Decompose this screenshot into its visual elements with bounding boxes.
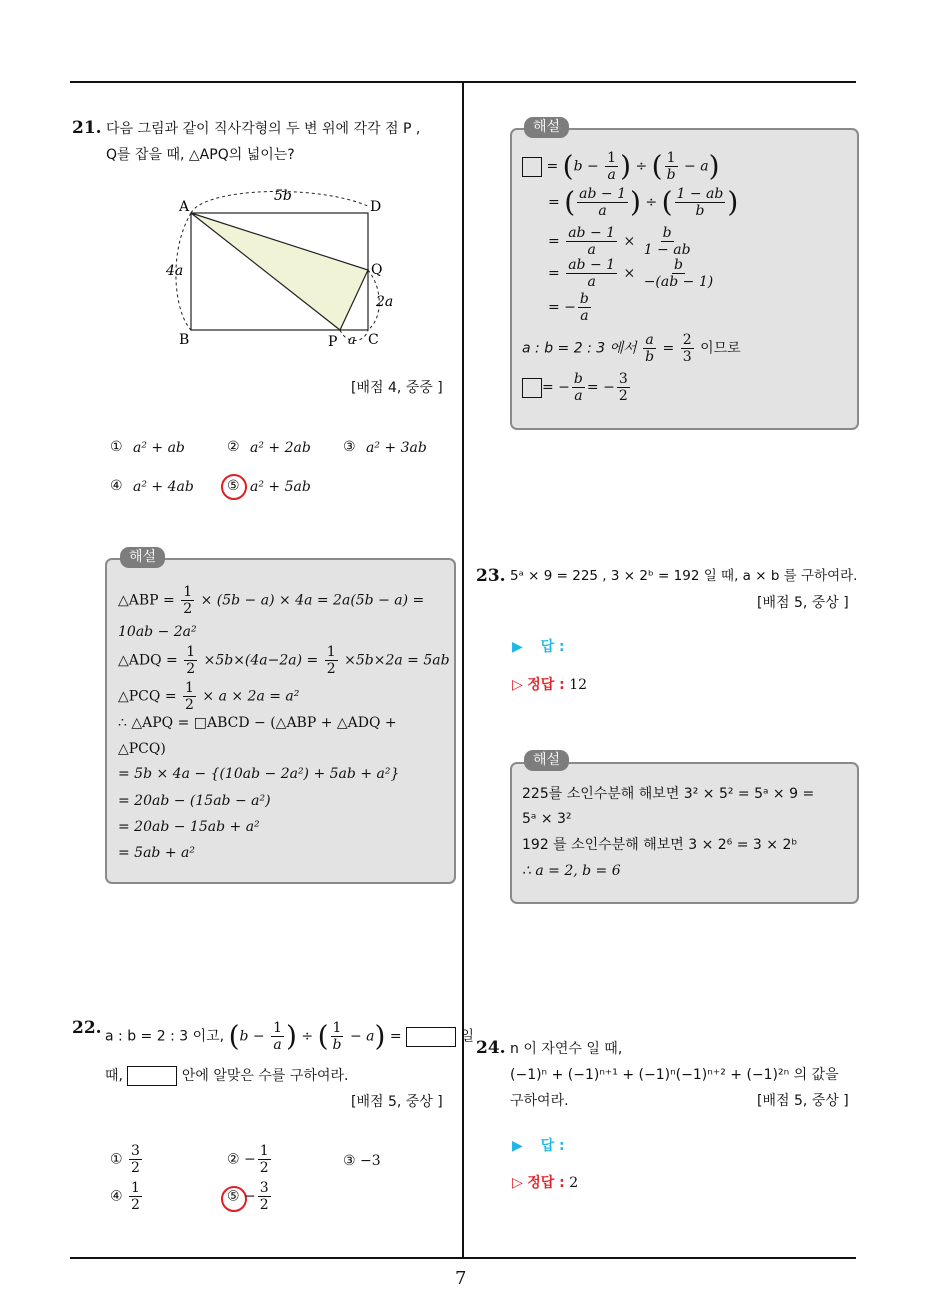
- q21-choice-5[interactable]: a² + 5ab: [250, 479, 311, 495]
- fig-label-Q: Q: [371, 262, 383, 278]
- fig-label-right: 2a: [376, 294, 394, 310]
- q21-sol-line7: = 5b × 4a − {(10ab − 2a²) + 5ab + a²}: [118, 766, 400, 782]
- q21-sol-line8: = 20ab − (15ab − a²): [118, 793, 271, 809]
- q23-text: 5ᵃ × 9 = 225 , 3 × 2ᵇ = 192 일 때, a × b 를 구하여라.: [510, 568, 858, 584]
- q21-sol-l1a: △ABP =: [118, 592, 175, 609]
- sol22-row1: = (b − $\frac{1}{a}$ ) ÷ ( $\frac{1}{b}$ − a): [522, 150, 720, 183]
- q22-solution-tag: 해설: [524, 117, 569, 138]
- q21-sol-line3: △ADQ = $\frac{1}{2}$ ×5b×(4a−2a) = $\frac{1}{2}$ ×5b×2a = 5ab: [118, 644, 450, 678]
- sol22-row4: = $\frac{ab - 1}{a}$ × $\frac{b}{-(ab - 1)}$: [548, 257, 714, 291]
- q21-sol-line1: [118, 584, 424, 617]
- q24-text-l3: 구하여라.: [510, 1093, 569, 1109]
- q23-number: 23.: [476, 566, 506, 586]
- q21-choice-3[interactable]: a² + 3ab: [366, 440, 427, 456]
- fig-label-bottom: a: [348, 333, 356, 348]
- q22-choice-2[interactable]: ② − $\frac{1}{2}$: [227, 1143, 269, 1177]
- fig-label-C: C: [368, 332, 379, 348]
- q21-sol-line6: △PCQ): [118, 741, 166, 757]
- fig-label-left: 4a: [166, 263, 184, 279]
- q22-number: 22.: [72, 1018, 102, 1038]
- column-divider: [462, 82, 464, 1258]
- sol22-row2: = ( $\frac{ab - 1}{a}$ ) ÷ ( $\frac{1 - ab}{b}$ ): [548, 185, 739, 220]
- q21-sol-line5: ∴ △APQ = □ABCD − (△ABP + △ADQ +: [118, 715, 397, 731]
- q21-choice-5-num[interactable]: ⑤: [227, 478, 240, 494]
- q21-sol-line10: = 5ab + a²: [118, 845, 195, 861]
- q24-answer-row[interactable]: ▶ 답 :: [512, 1138, 565, 1154]
- play-arrow-icon: ▶: [512, 639, 523, 655]
- half-fraction: $\frac{1}{2}$: [183, 584, 193, 618]
- q22-choice-4[interactable]: ④ $\frac{1}{2}$: [110, 1180, 140, 1214]
- q21-number: 21.: [72, 118, 102, 138]
- q24-meta: [배점 5, 중상 ]: [757, 1093, 849, 1109]
- q21-sol-l1b: × (5b − a) × 4a = 2a(5b − a) =: [200, 592, 425, 609]
- q21-choice-4[interactable]: a² + 4ab: [133, 479, 194, 495]
- q24-number: 24.: [476, 1038, 506, 1058]
- blank-box-icon: [522, 157, 542, 177]
- blank-box-icon-2: [522, 378, 542, 398]
- sol22-cond: a : b = 2 : 3 에서 $\frac{a}{b}$ = $\frac{2}{3}$ 이므로: [522, 332, 741, 366]
- fig-label-D: D: [370, 199, 382, 215]
- q21-text-line1: 다음 그림과 같이 직사각형의 두 변 위에 각각 점 P ,: [106, 121, 421, 137]
- q23-sol-l2: 5ᵃ × 3²: [522, 811, 572, 827]
- sol22-row3: = $\frac{ab - 1}{a}$ × $\frac{b}{1 - ab}$: [548, 225, 691, 259]
- q21-choice-2-num[interactable]: ②: [227, 439, 240, 455]
- q22-choice-1[interactable]: ① $\frac{3}{2}$: [110, 1143, 140, 1177]
- sol22-final: = − $\frac{b}{a}$ = − $\frac{3}{2}$: [522, 371, 632, 404]
- q21-choice-2[interactable]: a² + 2ab: [250, 440, 311, 456]
- q22-line2: 때, 안에 알맞은 수를 구하여라.: [105, 1068, 349, 1084]
- q23-answer-row[interactable]: ▶ 답 :: [512, 639, 565, 655]
- q23-sol-l3: 192 를 소인수분해 해보면 3 × 2⁶ = 3 × 2ᵇ: [522, 837, 798, 853]
- q21-choice-1-num[interactable]: ①: [110, 439, 123, 455]
- q24-text-l2: (−1)ⁿ + (−1)ⁿ⁺¹ + (−1)ⁿ(−1)ⁿ⁺² + (−1)²ⁿ 의 값을: [510, 1067, 839, 1083]
- q22-line1: a : b = 2 : 3 이고, (b − $\frac{1}{a}$ ) ÷ ( $\frac{1}{b}$ − a) = 일: [105, 1019, 475, 1054]
- q21-choice-1[interactable]: a² + ab: [133, 440, 185, 456]
- q21-solution-tag: 해설: [120, 547, 165, 568]
- q21-sol-line4: △PCQ = $\frac{1}{2}$ × a × 2a = a²: [118, 680, 300, 714]
- q24-correct-row: ▷ 정답 : 2: [512, 1175, 579, 1191]
- fig-label-top: 5b: [274, 188, 292, 204]
- page-number: 7: [455, 1268, 467, 1289]
- fig-label-B: B: [179, 332, 190, 348]
- q21-meta: [배점 4, 중중 ]: [351, 380, 443, 396]
- q21-text-line2: Q를 잡을 때, △APQ의 넓이는?: [106, 147, 295, 163]
- q21-sol-line9: = 20ab − 15ab + a²: [118, 819, 260, 835]
- fig-label-P: P: [328, 334, 338, 350]
- outline-arrow-icon-2: ▷: [512, 1175, 523, 1191]
- q24-text-l1: n 이 자연수 일 때,: [510, 1041, 623, 1057]
- q21-choice-4-num[interactable]: ④: [110, 478, 123, 494]
- fig-label-A: A: [179, 199, 190, 215]
- q23-correct-row: ▷ 정답 : 12: [512, 677, 588, 693]
- sol22-row5: = − $\frac{b}{a}$: [548, 291, 589, 325]
- q23-solution-tag: 해설: [524, 750, 569, 771]
- blank-box-2[interactable]: [127, 1066, 177, 1086]
- q21-choice-3-num[interactable]: ③: [343, 439, 356, 455]
- outline-arrow-icon: ▷: [512, 677, 523, 693]
- q23-meta: [배점 5, 중상 ]: [757, 595, 849, 611]
- q21-figure: [160, 182, 400, 352]
- q22-choice-3[interactable]: ③ −3: [343, 1153, 381, 1169]
- q23-sol-l1: 225를 소인수분해 해보면 3² × 5² = 5ᵃ × 9 =: [522, 786, 815, 802]
- q23-solution-box: [510, 762, 859, 904]
- q22-choice-5[interactable]: ⑤ − $\frac{3}{2}$: [227, 1180, 269, 1214]
- q22-meta: [배점 5, 중상 ]: [351, 1094, 443, 1110]
- q23-sol-l4: ∴ a = 2, b = 6: [522, 863, 621, 879]
- play-arrow-icon-2: ▶: [512, 1138, 523, 1154]
- blank-box[interactable]: [406, 1027, 456, 1047]
- q21-sol-line2: 10ab − 2a²: [118, 624, 197, 640]
